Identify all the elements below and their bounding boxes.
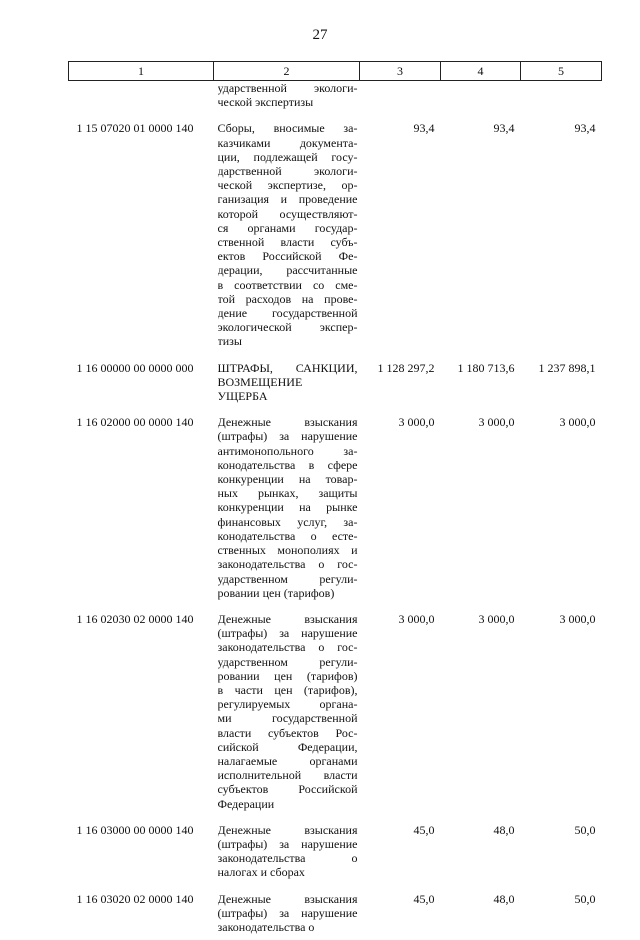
amount-cell-col3: 3 000,0 <box>398 415 435 430</box>
item-name-line: конодательства о есте- <box>217 528 358 543</box>
amount-cell-col4: 3 000,0 <box>478 611 515 626</box>
column-header-4: 4 <box>441 62 521 81</box>
continuation-code-cell <box>69 81 214 116</box>
item-name-line: налагаемые органами <box>217 753 358 768</box>
continuation-row <box>69 81 602 116</box>
item-name-line: ударственном регули- <box>217 654 358 669</box>
item-name-line: власти субъектов Рос- <box>217 725 358 740</box>
continuation-name-cell <box>214 81 360 116</box>
item-name-line: (штрафы) за нарушение <box>217 836 358 851</box>
amount-cell-col4: 48,0 <box>493 891 515 906</box>
item-name-line: ся органами государ- <box>217 220 358 235</box>
item-name-line: ции, подлежащей госу- <box>217 149 358 164</box>
item-name-line: которой осуществляют- <box>217 206 358 221</box>
item-name-line: ектов Российской Фе- <box>217 249 358 264</box>
continuation-line: ударственной экологи- <box>217 81 358 95</box>
item-name-line: сийской Федерации, <box>217 739 358 754</box>
item-name-line: законодательства о гос- <box>217 557 358 572</box>
column-header-1: 1 <box>69 62 214 81</box>
column-header-5: 5 <box>521 62 602 81</box>
item-name-line: Денежные взыскания <box>217 611 358 626</box>
item-name-line: Сборы, вносимые за- <box>217 121 358 136</box>
amount-cell-col3: 3 000,0 <box>398 611 435 626</box>
item-name-line: в части цен (тарифов), <box>217 682 358 697</box>
item-name-line: финансовых услуг, за- <box>217 514 358 529</box>
budget-code-cell: 1 16 03000 00 0000 140 <box>76 822 194 837</box>
item-name-line: дение государственной <box>217 306 358 321</box>
budget-table <box>68 61 602 940</box>
item-name-line: ВОЗМЕЩЕНИЕ <box>217 374 303 389</box>
item-name-line: Федерации <box>217 796 275 811</box>
amount-cell-col3: 45,0 <box>413 891 435 906</box>
item-name-line: ственных монополиях и <box>217 543 358 558</box>
amount-cell-col3: 1 128 297,2 <box>377 360 435 375</box>
item-name-line: в соответствии со сме- <box>217 277 358 292</box>
item-name-line: налогах и сборах <box>217 865 305 880</box>
amount-cell-col4: 48,0 <box>493 822 515 837</box>
item-name-cell <box>214 409 360 606</box>
amount-cell-col3: 93,4 <box>413 121 435 136</box>
item-name-line: ми государственной <box>217 711 358 726</box>
item-name-cell <box>214 886 360 940</box>
amount-cell-col5: 1 237 898,1 <box>538 360 596 375</box>
column-header-3: 3 <box>360 62 441 81</box>
table-row <box>69 606 602 817</box>
budget-code-cell: 1 16 02000 00 0000 140 <box>76 415 194 430</box>
item-name-line: экологической экспер- <box>217 320 358 335</box>
amount-cell-col3: 45,0 <box>413 822 435 837</box>
item-name-line: той расходов на прове- <box>217 291 358 306</box>
item-name-cell <box>214 606 360 817</box>
item-name-cell <box>214 355 360 410</box>
amount-cell-col4: 93,4 <box>493 121 515 136</box>
continuation-empty-cell <box>521 81 602 116</box>
item-name-cell <box>214 817 360 886</box>
table-row <box>69 886 602 940</box>
item-name-line: регулируемых органа- <box>217 697 358 712</box>
page-number: 27 <box>312 27 328 43</box>
item-name-line: законодательства о <box>217 919 315 934</box>
item-name-line: Денежные взыскания <box>217 822 358 837</box>
amount-cell-col5: 50,0 <box>574 822 596 837</box>
budget-code-cell: 1 16 00000 00 0000 000 <box>76 360 194 375</box>
item-name-line: ШТРАФЫ, САНКЦИИ, <box>217 360 358 375</box>
item-name-line: конодательства в сфере <box>217 457 358 472</box>
continuation-empty-cell <box>441 81 521 116</box>
table-row <box>69 115 602 354</box>
item-name-line: (штрафы) за нарушение <box>217 626 358 641</box>
item-name-line: Денежные взыскания <box>217 415 358 430</box>
table-header-row <box>69 62 602 81</box>
column-header-2: 2 <box>214 62 360 81</box>
item-name-line: (штрафы) за нарушение <box>217 905 358 920</box>
amount-cell-col4: 1 180 713,6 <box>457 360 515 375</box>
item-name-line: законодательства о гос- <box>217 640 358 655</box>
table-row <box>69 409 602 606</box>
table-row <box>69 817 602 886</box>
item-name-line: субъектов Российской <box>217 782 358 797</box>
amount-cell-col5: 3 000,0 <box>559 415 596 430</box>
item-name-line: ровании цен (тарифов) <box>217 668 358 683</box>
table-row <box>69 355 602 410</box>
budget-code-cell: 1 16 03020 02 0000 140 <box>76 891 194 906</box>
item-name-line: ственной власти субъ- <box>217 235 358 250</box>
item-name-line: конкуренции на товар- <box>217 472 358 487</box>
amount-cell-col5: 3 000,0 <box>559 611 596 626</box>
continuation-empty-cell <box>360 81 441 116</box>
amount-cell-col4: 3 000,0 <box>478 415 515 430</box>
item-name-line: ударственном регули- <box>217 571 358 586</box>
budget-code-cell: 1 16 02030 02 0000 140 <box>76 611 194 626</box>
budget-code-cell: 1 15 07020 01 0000 140 <box>76 121 194 136</box>
item-name-line: (штрафы) за нарушение <box>217 429 358 444</box>
item-name-cell <box>214 115 360 354</box>
item-name-line: тизы <box>217 334 242 349</box>
item-name-line: антимонопольного за- <box>217 443 358 458</box>
continuation-line: ческой экспертизы <box>217 95 314 110</box>
item-name-line: ровании цен (тарифов) <box>217 585 335 600</box>
item-name-line: ганизация и проведение <box>217 192 358 207</box>
item-name-line: исполнительной власти <box>217 768 358 783</box>
item-name-line: УЩЕРБА <box>217 389 268 404</box>
item-name-line: законодательства о <box>217 851 358 866</box>
item-name-line: дерации, рассчитанные <box>217 263 358 278</box>
amount-cell-col5: 93,4 <box>574 121 596 136</box>
item-name-line: дарственной экологи- <box>217 164 358 179</box>
item-name-line: ных рынках, защиты <box>217 486 358 501</box>
item-name-line: казчиками документа- <box>217 135 358 150</box>
item-name-line: Денежные взыскания <box>217 891 358 906</box>
item-name-line: конкуренции на рынке <box>217 500 358 515</box>
amount-cell-col5: 50,0 <box>574 891 596 906</box>
item-name-line: ческой экспертизе, ор- <box>217 178 358 193</box>
